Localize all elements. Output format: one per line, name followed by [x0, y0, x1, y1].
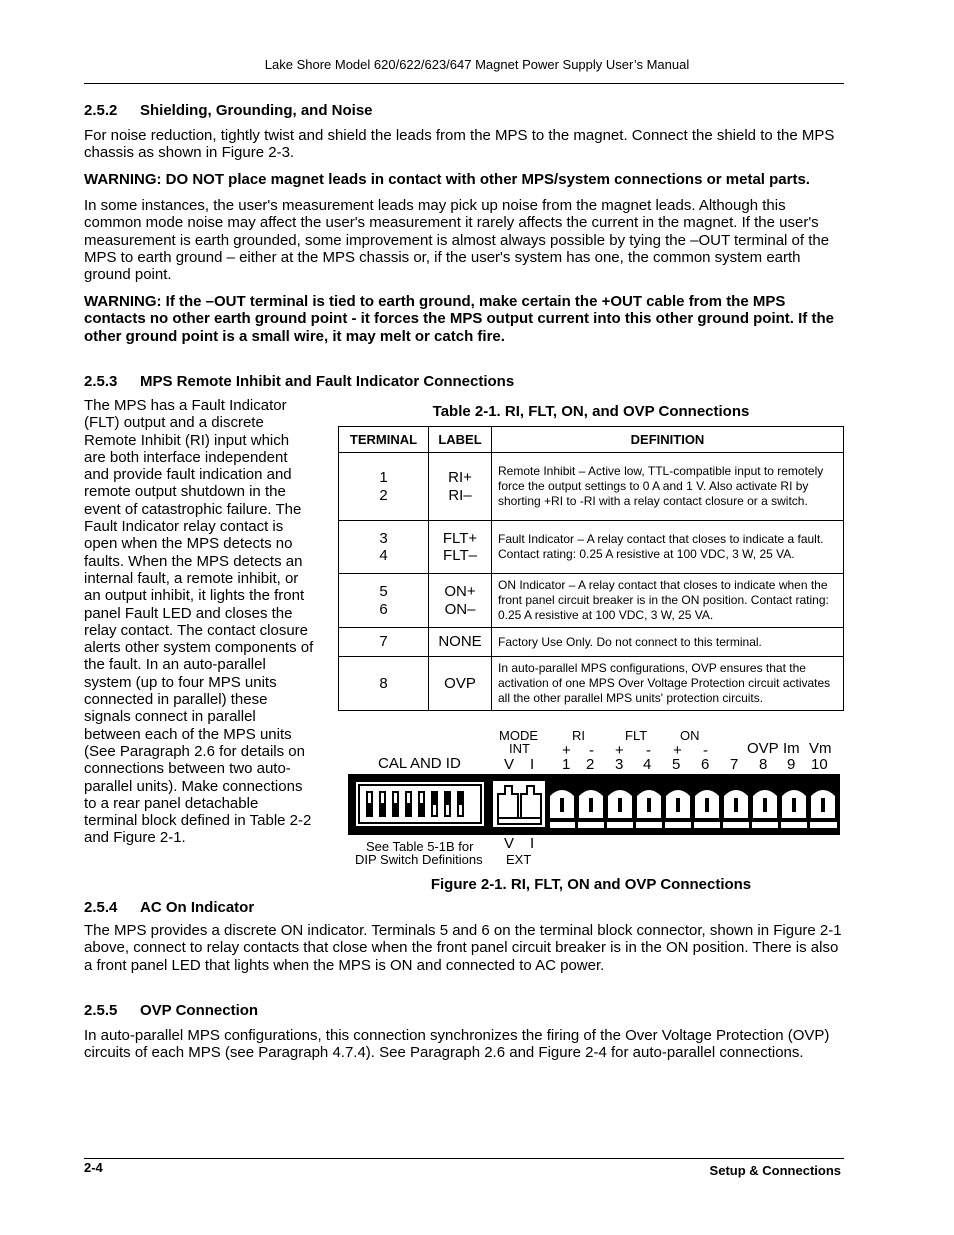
int-label: INT — [509, 741, 530, 756]
section-2-5-4-heading: 2.5.4 AC On Indicator — [84, 899, 255, 916]
table-header-row — [339, 427, 844, 453]
plus-sign: + — [615, 742, 624, 759]
definition-cell: Remote Inhibit – Active low, TTL-compatible input to remotely force the output settings to 0 A and 1 V. Also activate RI by shorting +RI to -RI with a relay contact closure or a switch. — [492, 453, 844, 521]
pin-number: 7 — [730, 756, 739, 773]
mode-i-label: I — [530, 756, 535, 773]
s252-paragraph-1: For noise reduction, tightly twist and shield the leads from the MPS to the magnet. Connect the shield to the MPS chassis as shown in Figure 2-3. — [84, 127, 835, 162]
minus-sign: - — [703, 742, 708, 759]
pin-number: 4 — [643, 756, 652, 773]
page-number: 2-4 — [84, 1160, 103, 1175]
s255-paragraph: In auto-parallel MPS configurations, this connection synchronizes the firing of the Over Voltage Protection (OVP) circuits of each MPS (see Paragraph 4.7.4). See Paragraph 2.6 and Figure 2-4 for auto-parallel connections. — [84, 1027, 830, 1062]
pin-number: 10 — [811, 756, 828, 773]
figure-caption: Figure 2-1. RI, FLT, ON and OVP Connections — [430, 876, 752, 893]
definition-cell: In auto-parallel MPS configurations, OVP ensures that the activation of one MPS Over Voltage Protection circuit activates all the other parallel MPS units' protection circuits. — [492, 657, 844, 711]
minus-sign: - — [589, 742, 594, 759]
table-row — [339, 657, 844, 711]
ovp-label: OVP — [747, 740, 779, 757]
ext-v-label: V — [504, 835, 515, 852]
label-cell: ON+ ON– — [429, 574, 492, 628]
footer-section: Setup & Connections — [709, 1163, 841, 1178]
section-2-5-2-heading: 2.5.2 Shielding, Grounding, and Noise — [84, 102, 373, 119]
label-cell: FLT+ FLT– — [429, 521, 492, 574]
col-header-label: LABEL — [429, 427, 492, 453]
definition-cell: Fault Indicator – A relay contact that closes to indicate a fault. Contact rating: 0.25 A resistive at 100 VDC, 3 W, 25 VA. — [492, 521, 844, 574]
page-header: Lake Shore Model 620/622/623/647 Magnet Power Supply User’s Manual — [264, 57, 690, 72]
label-cell: OVP — [429, 657, 492, 711]
ext-i-label: I — [530, 835, 535, 852]
s253-paragraph: The MPS has a Fault Indicator (FLT) output and a discrete Remote Inhibit (RI) input which are both interface independent and provide fault indication and remote output shutdown in the event of catastrophic failure. The Fault Indicator relay contact is open when the MPS detects no faults. When the MPS detects an internal fault, a remote inhibit, or an output inhibit, it lights the front panel Fault LED and closes the relay contact. The contact closure alerts other system components of the fault. In an auto-parallel system (up to four MPS units connected in parallel) these signals connect in parallel between each of the MPS units (See Paragraph 2.6 for details on connections between two auto-parallel units). Make connections to a rear panel detachable terminal block defined in Table 2-2 and Figure 2-1. — [84, 397, 314, 847]
pin-number: 1 — [562, 756, 571, 773]
header-rule — [84, 83, 844, 84]
definition-cell: ON Indicator – A relay contact that closes to indicate when the front panel circuit breaker is in the ON position. Contact rating: 0.25 A resistive at 100 VDC, 3 W, 25 VA. — [492, 574, 844, 628]
pin-number: 5 — [672, 756, 681, 773]
pin-number: 6 — [701, 756, 710, 773]
ext-label: EXT — [506, 852, 532, 867]
s252-paragraph-2: In some instances, the user's measurement leads may pick up noise from the magnet leads. Although this common mode noise may affect the user's measurement it rarely affects the current in the magnet. If the user's measurement is earth grounded, some improvement is almost always possible by tying the –OUT terminal of the MPS to earth ground – either at the MPS chassis or, if the user's system has one, the common system earth ground point. — [84, 197, 830, 284]
definition-cell: Factory Use Only. Do not connect to this terminal. — [492, 628, 844, 657]
ri-label: RI — [572, 728, 585, 743]
dip-note-line-2: DIP Switch Definitions — [355, 852, 483, 867]
cal-and-id-label: CAL AND ID — [378, 755, 461, 772]
on-label: ON — [680, 728, 700, 743]
section-2-5-3-heading: 2.5.3 MPS Remote Inhibit and Fault Indicator Connections — [84, 373, 515, 390]
table-row — [339, 574, 844, 628]
s252-warning-1: WARNING: DO NOT place magnet leads in contact with other MPS/system connections or metal parts. — [84, 171, 810, 188]
dip-note-line-1: See Table 5-1B for — [366, 839, 474, 854]
terminal-cell: 1 2 — [339, 453, 429, 521]
table-row — [339, 453, 844, 521]
section-2-5-5-heading: 2.5.5 OVP Connection — [84, 1002, 259, 1019]
label-cell: NONE — [429, 628, 492, 657]
connections-table — [338, 426, 844, 711]
col-header-terminal: TERMINAL — [339, 427, 429, 453]
col-header-definition: DEFINITION — [492, 427, 844, 453]
minus-sign: - — [646, 742, 651, 759]
s252-warning-2: WARNING: If the –OUT terminal is tied to earth ground, make certain the +OUT cable from the MPS contacts no other earth ground point - it forces the MPS output current into this other ground point. If the other ground point is a small wire, it may melt or catch fire. — [84, 293, 834, 345]
terminal-cell: 7 — [339, 628, 429, 657]
mode-label: MODE — [499, 728, 538, 743]
table-row — [339, 521, 844, 574]
table-row — [339, 628, 844, 657]
footer-rule — [84, 1158, 844, 1159]
vm-label: Vm — [809, 740, 832, 757]
flt-label: FLT — [625, 728, 648, 743]
plus-sign: + — [562, 742, 571, 759]
terminal-cell: 8 — [339, 657, 429, 711]
pin-number: 9 — [787, 756, 796, 773]
im-label: Im — [783, 740, 800, 757]
pin-number: 8 — [759, 756, 768, 773]
s254-paragraph: The MPS provides a discrete ON indicator. Terminals 5 and 6 on the terminal block connector, shown in Figure 2-1 above, connect to relay contacts that close when the front panel circuit breaker is in the ON position. There is also a front panel LED that lights when the MPS is ON and connected to AC power. — [84, 922, 842, 974]
label-cell: RI+ RI– — [429, 453, 492, 521]
terminal-cell: 3 4 — [339, 521, 429, 574]
terminal-cell: 5 6 — [339, 574, 429, 628]
pin-number: 2 — [586, 756, 595, 773]
pin-number: 3 — [615, 756, 624, 773]
terminal-block-drawing — [345, 772, 841, 838]
mode-v-label: V — [504, 756, 515, 773]
table-caption: Table 2-1. RI, FLT, ON, and OVP Connections — [432, 403, 750, 420]
plus-sign: + — [673, 742, 682, 759]
